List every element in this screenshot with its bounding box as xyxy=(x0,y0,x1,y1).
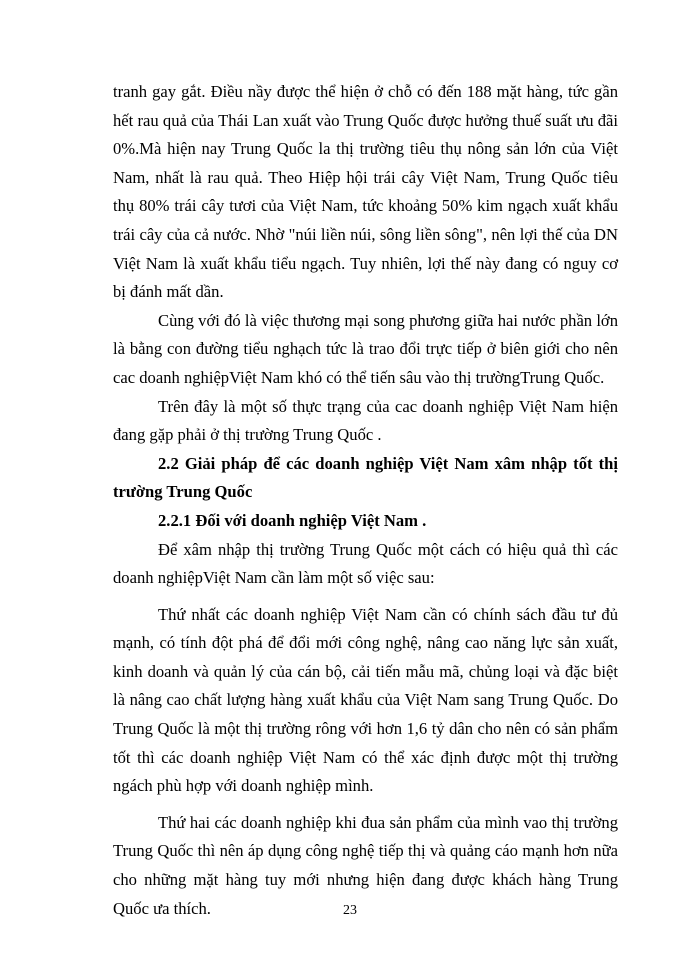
paragraph-point-one: Thứ nhất các doanh nghiệp Việt Nam cần có chính sách đầu tư đủ mạnh, có tính đột phá để đổi mới công nghệ, nâng cao năng lực sản xuất, kinh doanh và quản lý của cán bộ, cải tiến mẫu mã, chủng loại và đặc biệt là nâng cao chất lượng hàng xuất khẩu của Việt Nam sang Trung Quốc. Do Trung Quốc là một thị trường rông với hơn 1,6 tỷ dân cho nên có sản phẩm tốt thì các doanh nghiệp Việt Nam có thể xác định được một thị trường ngách phù hợp với doanh nghiệp mình. xyxy=(113,604,618,796)
paragraph-intro: Để xâm nhập thị trường Trung Quốc một cách có hiệu quả thì các doanh nghiệpViệt Nam cần làm một số việc sau: xyxy=(113,539,618,588)
paragraph-summary: Trên đây là một số thực trạng của cac doanh nghiệp Việt Nam hiện đang gặp phải ở thị trường Trung Quốc . xyxy=(113,396,618,445)
paragraph-thai-fruit-competition: tranh gay gắt. Điều nầy được thể hiện ở chỗ có đến 188 mặt hàng, tức gần hết rau quả của Thái Lan xuất vào Trung Quốc được hưởng thuế suất ưu đãi 0%.Mà hiện nay Trung Quốc la thị trường tiêu thụ nông sản lớn của Việt Nam, nhất là rau quả. Theo Hiệp hội trái cây Việt Nam, Trung Quốc tiêu thụ 80% trái cây tươi của Việt Nam, tức khoảng 50% kim ngạch xuất khẩu trái cây của cả nước. Nhờ "núi liền núi, sông liền sông", nên lợi thế của DN Việt Nam là xuất khẩu tiểu ngạch. Tuy nhiên, lợi thế này đang có nguy cơ bị đánh mất dần. xyxy=(113,82,618,302)
page-number: 23 xyxy=(343,903,357,918)
paragraph-point-two: Thứ hai các doanh nghiệp khi đua sản phẩm của mình vao thị trường Trung Quốc thì nên áp dụng công nghệ tiếp thị và quảng cáo mạnh hơn nữa cho những mặt hàng tuy mới nhưng hiện đang được khách hàng Trung Quốc ưa thích. xyxy=(113,812,618,918)
paragraph-border-trade: Cùng với đó là việc thương mại song phương giữa hai nước phần lớn là bằng con đường tiểu nghạch tức là trao đổi trực tiếp ở biên giới cho nên cac doanh nghiệpViệt Nam khó có thể tiến sâu vào thị trườngTrung Quốc. xyxy=(113,310,618,387)
subsection-heading: 2.2.1 Đối với doanh nghiệp Việt Nam . xyxy=(158,510,427,530)
section-heading: 2.2 Giải pháp để các doanh nghiệp Việt Nam xâm nhập tốt thị trường Trung Quốc xyxy=(113,453,618,502)
page-body xyxy=(113,78,618,923)
